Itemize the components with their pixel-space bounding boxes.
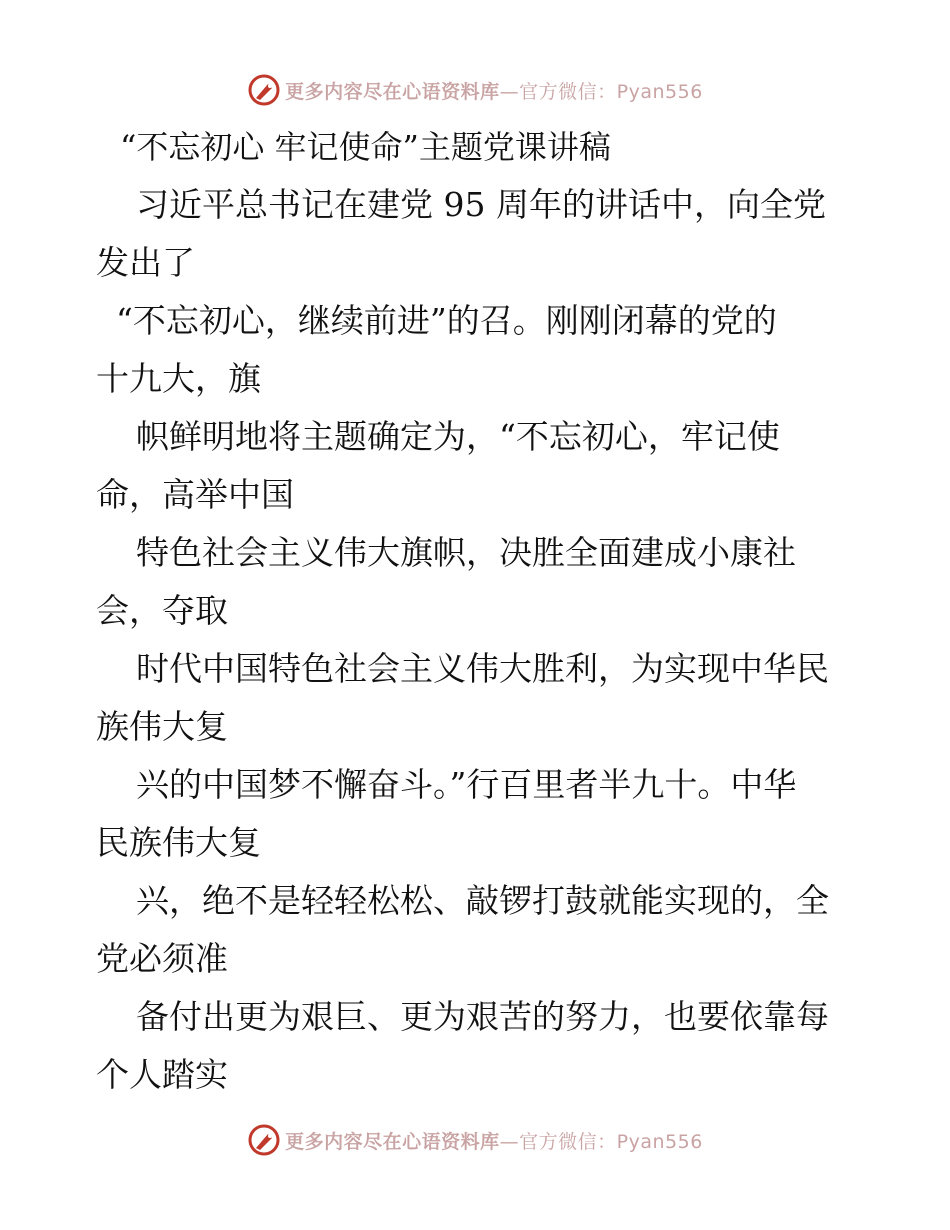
body-line: 时代中国特色社会主义伟大胜利，为实现中华民 [136,649,829,688]
header-watermark [0,70,950,110]
footer-brand-text: 更多内容尽在心语资料库 [285,1130,500,1153]
body-line: 民族伟大复 [96,823,261,862]
header-brand-text: 更多内容尽在心语资料库 [285,80,500,103]
footer-banner-text [285,1127,703,1154]
footer-watermark [0,1120,950,1160]
footer-wechat-text: 官方微信：Pyan556 [519,1130,703,1153]
body-line: 习近平总书记在建党 95 周年的讲话中，向全党 [136,185,826,224]
header-banner-text [285,77,703,104]
body-line: 备付出更为艰巨、更为艰苦的努力，也要依靠每 [136,997,829,1036]
header-wechat-text: 官方微信：Pyan556 [519,80,703,103]
body-line: 十九大，旗 [96,359,261,398]
body-line: 发出了 [96,243,195,282]
body-line: 兴，绝不是轻轻松松、敲锣打鼓就能实现的，全 [136,881,829,920]
pen-nib-logo-icon [247,73,281,107]
body-line: 会，夺取 [96,591,228,630]
body-line: 党必须准 [96,939,228,978]
body-line: 命，高举中国 [96,475,294,514]
footer-separator: — [499,1130,520,1153]
body-line: 族伟大复 [96,707,228,746]
document-title: “不忘初心 牢记使命”主题党课讲稿 [120,128,611,166]
body-line: 兴的中国梦不懈奋斗。”行百里者半九十。中华 [136,765,797,804]
body-line: 帜鲜明地将主题确定为，“不忘初心，牢记使 [136,417,780,456]
body-line: 个人踏实 [96,1055,228,1094]
body-line: 特色社会主义伟大旗帜，决胜全面建成小康社 [136,533,796,572]
pen-nib-logo-icon [247,1123,281,1157]
header-separator: — [499,80,520,103]
body-line: “不忘初心，继续前进”的召。刚刚闭幕的党的 [116,301,777,340]
